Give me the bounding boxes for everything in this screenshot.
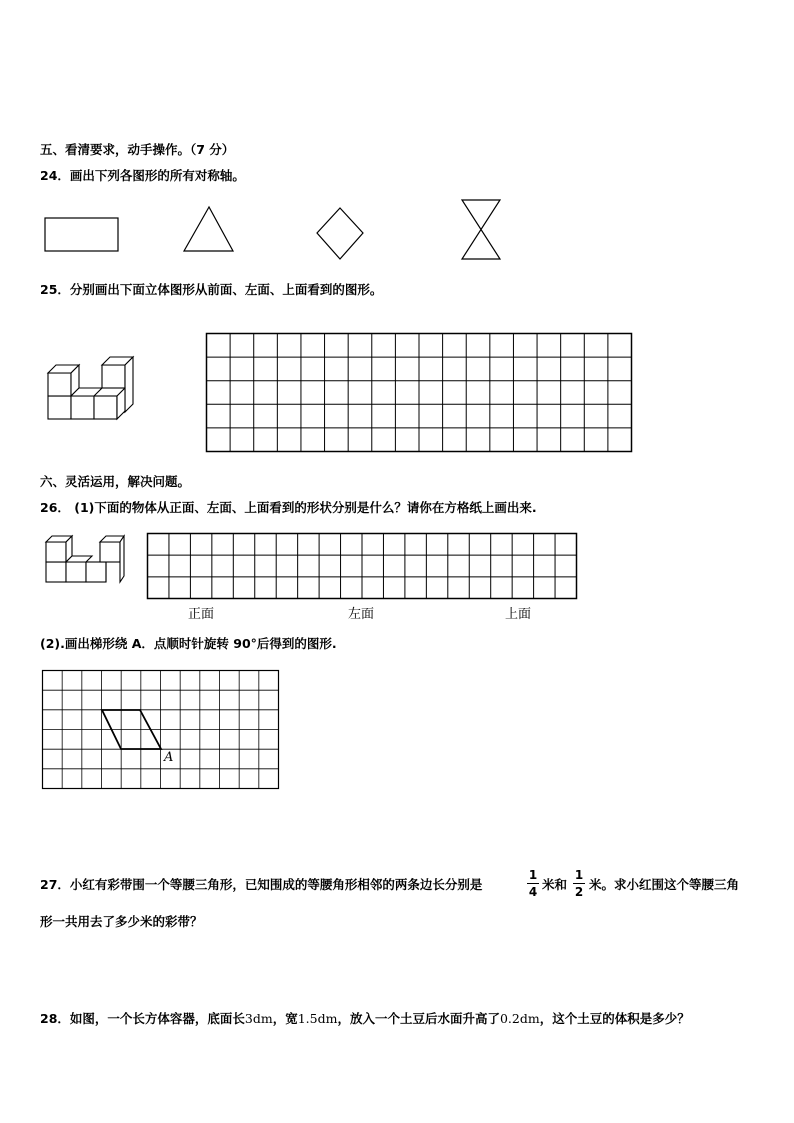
grid-q25[interactable]	[206, 333, 636, 458]
symmetry-shapes	[0, 195, 794, 275]
grid-label-left: 左面	[348, 607, 375, 622]
q28-length: 3dm	[244, 1011, 273, 1026]
grid-label-front: 正面	[188, 607, 215, 622]
q28-rise: 0.2dm	[499, 1011, 540, 1026]
question-27-text-before: 27．小红有彩带围一个等腰三角形，已知围成的等腰角形相邻的两条边长分别是	[40, 877, 483, 892]
question-28	[40, 1011, 690, 1027]
hourglass-shape	[462, 200, 500, 259]
fraction-2-numerator: 1	[574, 868, 584, 882]
section5-heading: 五、看清要求，动手操作。（7 分）	[40, 142, 235, 157]
question-24: 24．画出下列各图形的所有对称轴。	[40, 168, 245, 183]
q28-width: 1.5dm	[297, 1011, 338, 1026]
question-26-part1: 26． (1)下面的物体从正面、左面、上面看到的形状分别是什么？请你在方格纸上画出来.	[40, 500, 537, 515]
fraction-1-denominator: 4	[528, 885, 538, 899]
fraction-2-denominator: 2	[574, 885, 584, 899]
fraction-one-half	[572, 868, 586, 899]
question-27-mid: 米和	[542, 877, 568, 892]
fraction-one-quarter	[526, 868, 540, 899]
rectangle-shape	[45, 218, 118, 251]
grid-q26[interactable]	[147, 533, 582, 603]
fraction-1-numerator: 1	[528, 868, 538, 882]
point-a-label: A	[164, 750, 174, 765]
q28-part1: 28．如图，一个长方体容器，底面长	[40, 1011, 245, 1026]
q28-part3: ，放入一个土豆后水面升高了	[337, 1011, 500, 1026]
rhombus-shape	[317, 208, 363, 259]
section6-heading: 六、灵活运用，解决问题。	[40, 474, 191, 489]
cube-figure-q26	[44, 536, 134, 596]
question-27-line2: 形一共用去了多少米的彩带？	[40, 914, 203, 929]
question-26-part2: (2).画出梯形绕 A．点顺时针旋转 90°后得到的图形.	[40, 636, 337, 651]
question-25: 25．分别画出下面立体图形从前面、左面、上面看到的图形。	[40, 282, 383, 297]
triangle-shape	[184, 207, 233, 251]
cube-figure-q25	[40, 350, 140, 430]
question-27-text-after: 米。求小红围这个等腰三角	[589, 877, 740, 892]
grid-trapezoid[interactable]	[42, 670, 282, 795]
q28-part2: ，宽	[272, 1011, 298, 1026]
grid-label-top: 上面	[505, 607, 532, 622]
q28-part4: ，这个土豆的体积是多少？	[539, 1011, 690, 1026]
